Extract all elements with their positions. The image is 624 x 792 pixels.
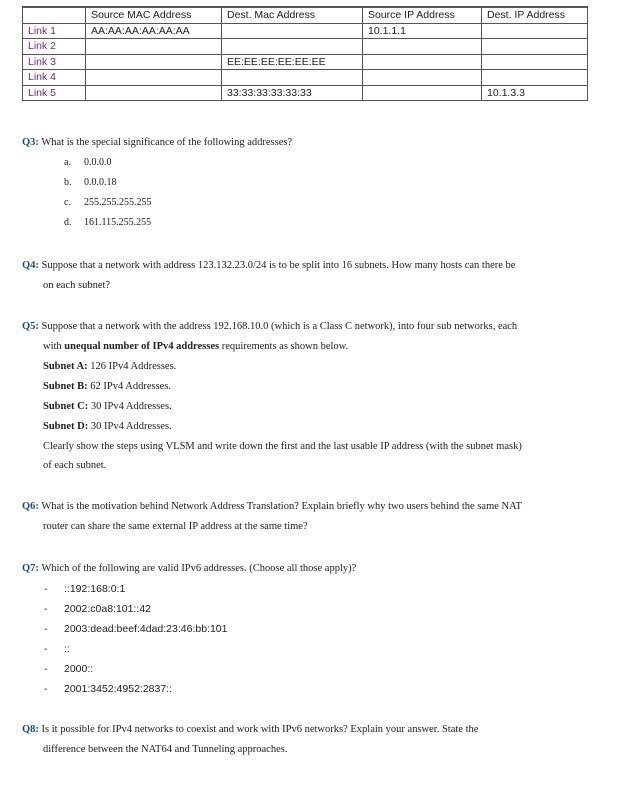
dash-bullet: -	[44, 623, 48, 635]
table-row	[23, 54, 588, 70]
question-number: Q6:	[22, 501, 39, 512]
subnet-line	[43, 357, 176, 377]
question-8-line2: difference between the NAT64 and Tunneling approaches.	[43, 744, 288, 755]
table-cell: 10.1.3.3	[482, 85, 588, 101]
list-item	[64, 197, 152, 208]
table-row	[23, 23, 588, 39]
table-header-cell: Source MAC Address	[86, 7, 222, 23]
item-letter: d.	[64, 217, 72, 228]
dash-bullet: -	[44, 663, 48, 675]
table-cell	[482, 39, 588, 55]
ipv6-option	[44, 683, 172, 695]
table-header-row	[23, 7, 588, 23]
question-number: Q3:	[22, 137, 39, 148]
table-row	[23, 70, 588, 86]
question-8	[22, 720, 478, 740]
ipv6-option	[44, 583, 125, 595]
subnet-line	[43, 397, 172, 417]
subnet-text: 30 IPv4 Addresses.	[88, 421, 172, 432]
row-label: Link 4	[23, 70, 86, 86]
subnet-label: Subnet D:	[43, 421, 89, 432]
ipv6-option	[44, 603, 151, 615]
list-item	[64, 157, 112, 168]
table-cell	[86, 70, 222, 86]
table-cell: 33:33:33:33:33:33	[222, 85, 363, 101]
ipv6-address: ::	[64, 643, 70, 655]
ipv6-option	[44, 623, 228, 635]
question-5-line-end1: Clearly show the steps using VLSM and write down the first and the last usable IP address (with the subnet mask)	[43, 441, 522, 452]
table-cell	[363, 39, 482, 55]
ipv6-address: 2003:dead:beef:4dad:23:46:bb:101	[64, 623, 228, 635]
question-text: Suppose that a network with the address 192.168.10.0 (which is a Class C network), into four sub networks, each	[38, 321, 518, 332]
subnet-text: 126 IPv4 Addresses.	[87, 361, 177, 372]
list-item	[64, 177, 117, 188]
subnet-text: 30 IPv4 Addresses.	[88, 401, 172, 412]
question-5-line-end2: of each subnet.	[43, 460, 107, 471]
bold-text: unequal number of IPv4 addresses	[64, 341, 220, 352]
ipv6-option	[44, 643, 70, 655]
item-value: 161.115.255.255	[84, 217, 152, 228]
table-cell	[86, 54, 222, 70]
table-header-cell: Source IP Address	[363, 7, 482, 23]
item-letter: a.	[64, 157, 71, 168]
question-6-line2: router can share the same external IP address at the same time?	[43, 521, 308, 532]
table-cell: EE:EE:EE:EE:EE:EE	[222, 54, 363, 70]
dash-bullet: -	[44, 583, 48, 595]
table-row	[23, 85, 588, 101]
ipv6-address: 2001:3452:4952:2837::	[64, 683, 173, 695]
question-number: Q5:	[22, 321, 39, 332]
table-cell	[222, 39, 363, 55]
question-4-line2: on each subnet?	[43, 280, 111, 291]
ipv6-option	[44, 663, 93, 675]
question-number: Q8:	[22, 724, 39, 735]
subnet-line	[43, 377, 171, 397]
ipv6-address: ::192:168:0:1	[64, 583, 126, 595]
table-cell	[363, 70, 482, 86]
table-row	[23, 39, 588, 55]
dash-bullet: -	[44, 683, 48, 695]
table-cell	[86, 85, 222, 101]
row-label: Link 5	[23, 85, 86, 101]
row-label: Link 3	[23, 54, 86, 70]
question-text: Which of the following are valid IPv6 addresses. (Choose all those apply)?	[38, 563, 357, 574]
table-cell	[482, 54, 588, 70]
question-3	[22, 133, 292, 153]
subnet-label: Subnet B:	[43, 381, 88, 392]
item-value: 0.0.0.18	[84, 177, 117, 188]
table-cell	[363, 54, 482, 70]
table-cell	[222, 23, 363, 39]
table-header-cell: Dest. IP Address	[482, 7, 588, 23]
table-cell	[86, 39, 222, 55]
subnet-text: 62 IPv4 Addresses.	[87, 381, 172, 392]
table-header-cell	[23, 7, 86, 23]
row-label: Link 1	[23, 23, 86, 39]
table-cell	[482, 70, 588, 86]
link-address-table	[22, 6, 588, 101]
item-value: 255.255.255.255	[84, 197, 152, 208]
subnet-label: Subnet A:	[43, 361, 88, 372]
question-text: Is it possible for IPv4 networks to coexist and work with IPv6 networks? Explain your answer. State the	[38, 724, 479, 735]
table-cell: AA:AA:AA:AA:AA:AA	[86, 23, 222, 39]
ipv6-address: 2000::	[64, 663, 94, 675]
question-text: What is the motivation behind Network Address Translation? Explain briefly why two users behind the same NAT	[38, 501, 522, 512]
table-cell	[222, 70, 363, 86]
question-4	[22, 256, 515, 276]
question-text: What is the special significance of the following addresses?	[38, 137, 293, 148]
subnet-line	[43, 417, 172, 437]
table-cell: 10.1.1.1	[363, 23, 482, 39]
list-item	[64, 217, 151, 228]
question-number: Q4:	[22, 260, 39, 271]
row-label: Link 2	[23, 39, 86, 55]
dash-bullet: -	[44, 603, 48, 615]
question-5-line2	[43, 337, 348, 357]
ipv6-address: 2002:c0a8:101::42	[64, 603, 151, 615]
question-number: Q7:	[22, 563, 39, 574]
table-cell	[482, 23, 588, 39]
table-cell	[363, 85, 482, 101]
text-segment: with	[43, 341, 65, 352]
subnet-label: Subnet C:	[43, 401, 89, 412]
question-6	[22, 497, 522, 517]
item-letter: c.	[64, 197, 71, 208]
dash-bullet: -	[44, 643, 48, 655]
table-header-cell: Dest. Mac Address	[222, 7, 363, 23]
item-value: 0.0.0.0	[84, 157, 112, 168]
question-text: Suppose that a network with address 123.132.23.0/24 is to be split into 16 subnets. How many hosts can there be	[38, 260, 516, 271]
question-5	[22, 317, 517, 337]
question-7	[22, 559, 356, 579]
item-letter: b.	[64, 177, 72, 188]
text-segment: requirements as shown below.	[219, 341, 349, 352]
